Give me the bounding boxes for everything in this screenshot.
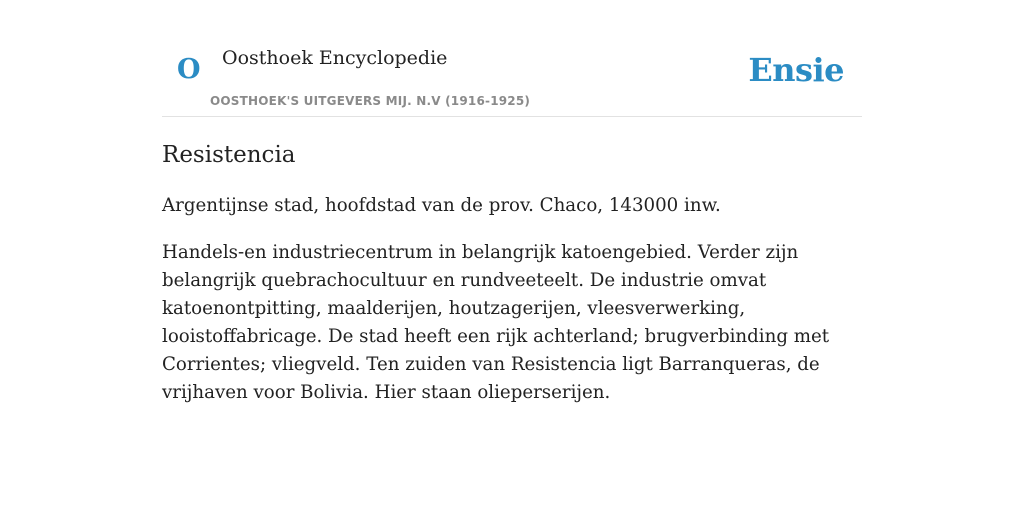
entry-paragraph: Argentijnse stad, hoofdstad van de prov. Chaco, 143000 inw.	[162, 195, 721, 216]
entry-body	[162, 192, 862, 426]
source-header	[162, 0, 862, 117]
entry-paragraph: Handels-en industriecentrum in belangrijk katoengebied. Verder zijn belangrijk quebrachocultuur en rundveeteelt. De industrie omvat katoenontpitting, maalderijen, houtzagerijen, vleesverwerking, looistoffabricage. De stad heeft een rijk achterland; brugverbinding met Corrientes; vliegveld. Ten zuiden van Resistencia ligt Barranqueras, de vrijhaven voor Bolivia. Hier staan olieperserijen.	[162, 242, 830, 403]
entry-title: Resistencia	[162, 142, 296, 168]
publisher-label: OOSTHOEK'S UITGEVERS MIJ. N.V (1916-1925)	[210, 94, 531, 108]
ensie-logo-link[interactable]: Ensie	[748, 51, 844, 89]
source-logo[interactable]: O	[177, 54, 201, 85]
source-title-link[interactable]: Oosthoek Encyclopedie	[222, 47, 448, 69]
